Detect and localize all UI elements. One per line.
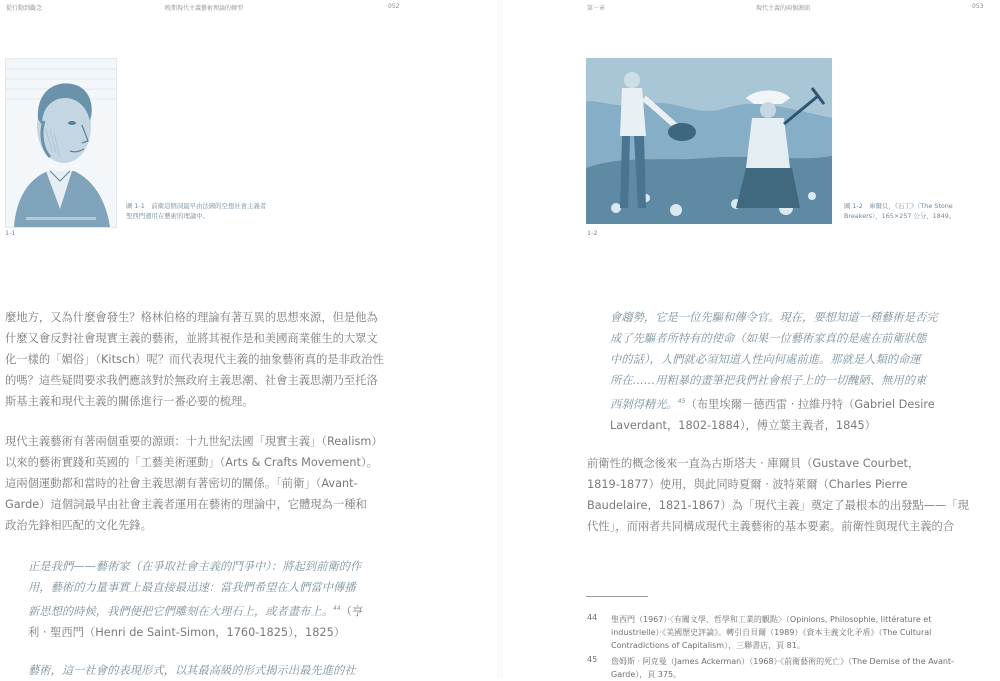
footnote-ref-44[interactable]: 44 xyxy=(333,605,341,612)
footnote-number: 44 xyxy=(587,613,598,622)
quote-attribution: Laverdant，1802-1884），傅立葉主義者，1845） xyxy=(610,418,876,432)
running-title-left: 晚期現代主義藝術理論的轉型 xyxy=(165,5,244,12)
quote-line: 正是我們——藝術家（在爭取社會主義的鬥爭中）：將起到前衛的作 xyxy=(28,560,362,573)
running-head-left: 從行動到觀念 xyxy=(6,5,43,12)
quote-line: 新思想的時候，我們便把它們雕刻在大理石上，或者畫布上。 xyxy=(28,604,334,618)
portrait-engraving-icon xyxy=(5,58,117,228)
quote-attribution: （布里埃爾－德西雷 ‧ 拉維丹特（Gabriel Desire xyxy=(685,397,935,411)
text-line: 以來的藝術實踐和英國的「工藝美術運動」（Arts & Crafts Movement）。 xyxy=(5,456,378,469)
text-line: 這兩個運動都和當時的社會主義思潮有著密切的關係。「前衛」（Avant- xyxy=(5,477,358,490)
running-title-right: 現代主義的兩個源頭 xyxy=(756,5,811,12)
figure-label-1-1: 1-1 xyxy=(5,229,16,237)
text-line: 斯基主義和現代主義的關係進行一番必要的梳理。 xyxy=(5,395,254,408)
text-line: 什麼又會反對社會現實主義的藝術，並將其視作是和美國商業催生的大眾文 xyxy=(5,332,378,345)
quote-line: 成了先驅者所特有的使命（如果一位藝術家真的是處在前衛狀態 xyxy=(610,332,927,345)
quote-line: 中的話），人們就必須知道人性向何處前進。那就是人類的命運 xyxy=(610,353,921,366)
footnote-line: 詹姆斯 ‧ 阿克曼（James Ackerman）（1968）‧《前衛藝術的死亡》（The Demise of the Avant- xyxy=(611,657,954,666)
footnote-44 xyxy=(611,613,987,652)
caption-line: Breakers），165×257 公分，1849。 xyxy=(844,212,956,220)
figure-caption-1-1 xyxy=(126,201,266,221)
text-line: 麼地方，又為什麼會發生？格林伯格的理論有著互異的思想來源，但是他為 xyxy=(5,311,378,324)
footnote-45 xyxy=(611,655,987,681)
footnote-line: industrielle）‧《美國歷史評論》。轉引自貝爾（1989）《資本主義文化矛盾》（The Cultural xyxy=(611,628,932,637)
text-line: 化一樣的「媚俗」（Kitsch）呢？而代表現代主義的抽象藝術真的是非政治性 xyxy=(5,353,384,366)
footnote-line: Garde），頁 375。 xyxy=(611,670,682,679)
page-number-right: 053 xyxy=(972,3,984,10)
block-quote-laverdant xyxy=(610,307,962,436)
caption-line: 圖 1-1 前衛這個詞最早由法國的空想社會主義者 xyxy=(126,202,267,210)
block-quote-saint-simon xyxy=(28,556,380,643)
text-line: 1819-1877）使用，與此同時夏爾 ‧ 波特萊爾（Charles Pierre xyxy=(587,478,908,491)
text-line: 現代主義藝術有著兩個重要的源頭：十九世紀法國「現實主義」（Realism） xyxy=(5,435,383,448)
stone-breakers-painting-icon xyxy=(586,58,832,224)
text-line: Garde）這個詞最早由社會主義者運用在藝術的理論中，它體現為一種和 xyxy=(5,498,367,511)
page-gutter xyxy=(497,0,503,679)
footnote-divider xyxy=(586,596,648,597)
paragraph-2 xyxy=(5,431,405,536)
quote-line: 所在……用粗暴的畫筆把我們社會根子上的一切醜陋、無用的東 xyxy=(610,374,927,387)
text-line: 前衛性的概念後來一直為古斯塔夫 ‧ 庫爾貝（Gustave Courbet， xyxy=(587,457,920,470)
text-line: 政治先鋒相匹配的文化先鋒。 xyxy=(5,519,152,532)
text-line: 的嗎？這些疑問要求我們應該對於無政府主義思潮、社會主義思潮乃至托洛 xyxy=(5,374,378,387)
paragraph-1 xyxy=(5,307,405,412)
block-quote-continued: 藝術，這一社會的表現形式，以其最高級的形式揭示出最先進的社 xyxy=(28,664,356,677)
footnote-ref-45[interactable]: 45 xyxy=(677,398,686,405)
figure-caption-1-2 xyxy=(844,201,955,221)
running-head-right: 第一章 xyxy=(587,5,606,12)
figure-label-1-2: 1-2 xyxy=(587,229,598,237)
footnote-line: Contradictions of Capitalism），三聯書店，頁 81。 xyxy=(611,641,805,650)
quote-line: 用，藝術的力量事實上最直接最迅速：當我們希望在人們當中傳播 xyxy=(28,581,356,594)
footnote-number: 45 xyxy=(587,655,598,664)
quote-line: 西剝得精光。 xyxy=(610,397,678,411)
paragraph-3 xyxy=(587,453,985,537)
caption-line: 聖西門運用在藝術的理論中。 xyxy=(126,212,210,220)
footnote-line: 聖西門（1967）‧〈有關文學、哲學和工業的觀點〉（Opinions, Philosophie, littérature et xyxy=(611,615,932,624)
quote-attribution: （亨 xyxy=(340,604,364,618)
text-line: Baudelaire，1821-1867）為「現代主義」奠定了最根本的出發點——「現 xyxy=(587,499,969,512)
text-line: 代性」，而兩者共同構成現代主義藝術的基本要素。前衛性與現代主義的合 xyxy=(587,520,955,533)
quote-line: 會趨勢，它是一位先驅和傳令官。現在，要想知道一種藝術是否完 xyxy=(610,311,938,324)
page-number-left: 052 xyxy=(388,3,400,10)
quote-attribution: 利 ‧ 聖西門（Henri de Saint-Simon，1760-1825），1825） xyxy=(28,625,346,639)
caption-line: 圖 1-2 庫爾貝，《石工》（The Stone xyxy=(844,202,953,210)
